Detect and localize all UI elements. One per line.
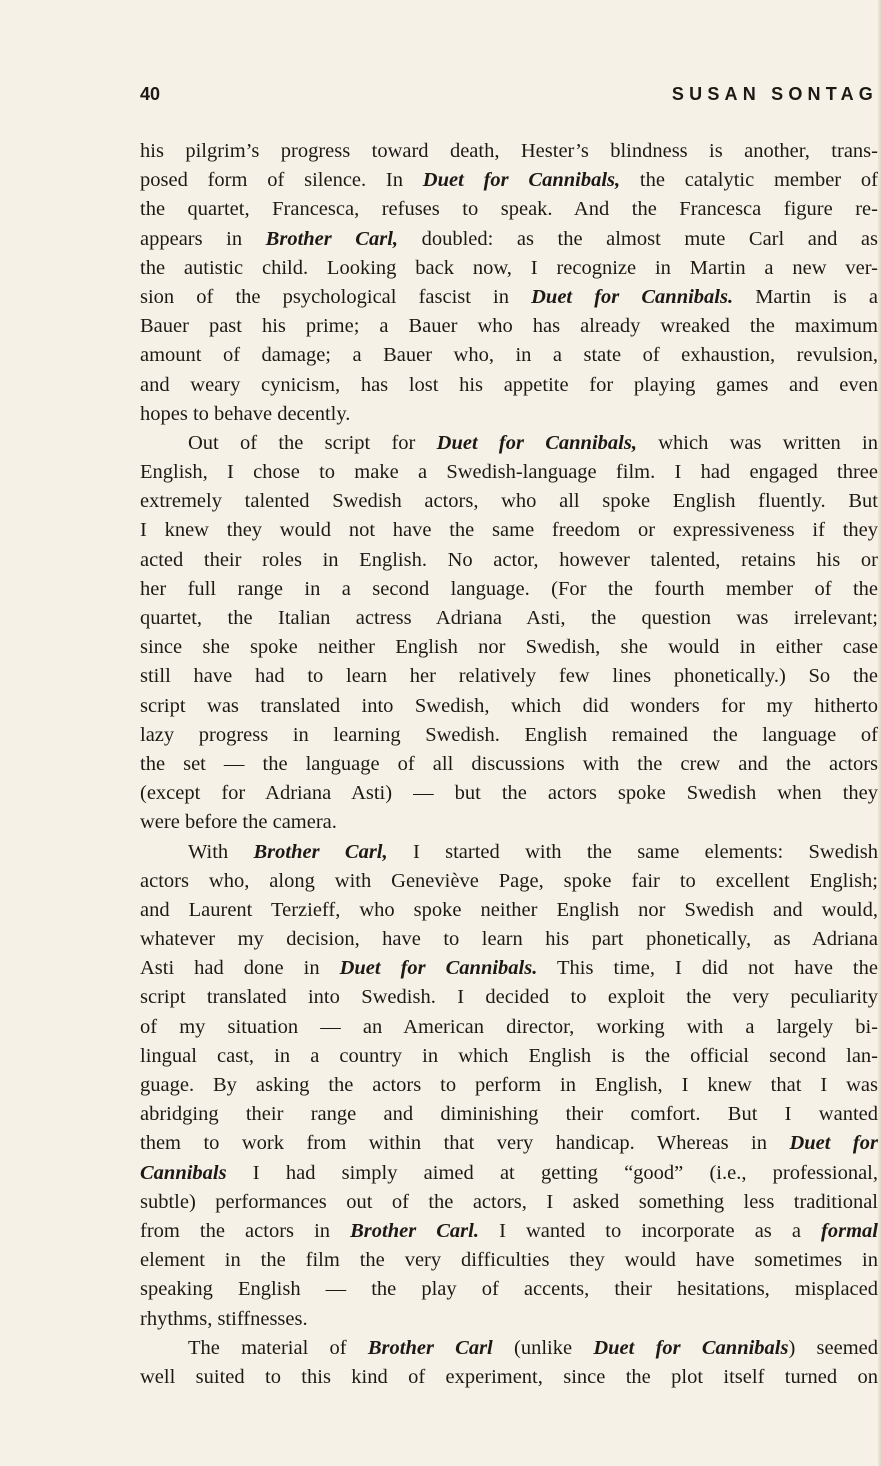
text-line: [140, 662, 878, 691]
text-line: [140, 1129, 878, 1158]
text-segment: The material of: [188, 1336, 368, 1359]
text-segment: them to work from within that very handicap. Whereas in: [140, 1132, 790, 1155]
italic-title: formal: [821, 1219, 878, 1242]
text-segment: Martin is a: [733, 285, 878, 308]
text-segment: posed form of silence. In: [140, 169, 423, 192]
text-segment: well suited to this kind of experiment, since the plot itself turned on: [140, 1365, 878, 1388]
text-segment: which was written in: [636, 431, 878, 454]
text-segment: This time, I did not have the: [537, 957, 878, 980]
text-segment: script translated into Swedish. I decided to exploit the very peculiarity: [140, 986, 878, 1009]
text-segment: and weary cynicism, has lost his appetite for playing games and even: [140, 373, 878, 396]
text-line: [140, 546, 878, 575]
text-segment: With: [188, 840, 254, 863]
text-segment: her full range in a second language. (For the fourth member of the: [140, 577, 878, 600]
text-segment: the quartet, Francesca, refuses to speak. And the Francesca figure re-: [140, 198, 878, 221]
text-line: [140, 1071, 878, 1100]
italic-title: Brother Carl.: [350, 1219, 479, 1242]
text-line: [140, 225, 878, 254]
text-line: [140, 371, 878, 400]
text-line: [140, 195, 878, 224]
italic-title: Brother Carl: [367, 1336, 493, 1359]
text-line: [140, 166, 878, 195]
text-line: [140, 1217, 878, 1246]
text-segment: I started with the same elements: Swedish: [387, 840, 879, 863]
text-line: [140, 283, 878, 312]
text-line: [140, 137, 878, 166]
text-segment: English, I chose to make a Swedish-language film. I had engaged three: [140, 461, 878, 484]
text-segment: since she spoke neither English nor Swedish, she would in either case: [140, 636, 878, 659]
text-segment: I knew they would not have the same freedom or expressiveness if they: [140, 519, 878, 542]
text-segment: whatever my decision, have to learn his part phonetically, as Adriana: [140, 928, 878, 951]
text-segment: abridging their range and diminishing their comfort. But I wanted: [140, 1103, 878, 1126]
text-segment: appears in: [140, 227, 266, 250]
text-segment: actors who, along with Geneviève Page, spoke fair to excellent English;: [140, 869, 878, 892]
text-segment: Asti had done in: [140, 957, 340, 980]
text-line: [140, 254, 878, 283]
text-segment: lazy progress in learning Swedish. English remained the language of: [140, 723, 878, 746]
text-line: [140, 983, 878, 1012]
text-line: [140, 1013, 878, 1042]
text-line: [140, 458, 878, 487]
text-segment: still have had to learn her relatively few lines phonetically.) So the: [140, 665, 878, 688]
italic-title: Duet for Cannibals,: [436, 431, 637, 454]
text-line: [140, 1100, 878, 1129]
italic-title: Brother Carl,: [265, 227, 399, 250]
text-segment: amount of damage; a Bauer who, in a state of exhaustion, revulsion,: [140, 344, 878, 367]
italic-title: Duet for Cannibals.: [339, 957, 538, 980]
text-line: [140, 808, 878, 837]
text-line: [140, 954, 878, 983]
italic-title: Duet for Cannibals: [593, 1336, 789, 1359]
text-segment: his pilgrim’s progress toward death, Hester’s blindness is another, trans-: [140, 140, 878, 162]
text-line: [140, 1275, 878, 1304]
text-line: [140, 400, 878, 429]
text-line: [140, 429, 878, 458]
text-segment: sion of the psychological fascist in: [140, 285, 532, 308]
text-line: [140, 516, 878, 545]
text-line: [140, 896, 878, 925]
italic-title: Brother Carl,: [253, 840, 388, 863]
italic-title: Duet for Cannibals,: [422, 169, 621, 192]
text-line: [140, 312, 878, 341]
text-segment: I had simply aimed at getting “good” (i.e., professional,: [226, 1161, 878, 1184]
italic-title: Duet for: [789, 1132, 878, 1155]
text-segment: were before the camera.: [140, 811, 337, 834]
text-line: [140, 721, 878, 750]
page-number: 40: [140, 84, 161, 104]
text-line: [140, 1305, 878, 1334]
text-segment: the autistic child. Looking back now, I recognize in Martin a new ver-: [140, 256, 878, 279]
text-line: [140, 779, 878, 808]
text-segment: acted their roles in English. No actor, however talented, retains his or: [140, 548, 878, 571]
text-segment: and Laurent Terzieff, who spoke neither English nor Swedish and would,: [140, 898, 878, 921]
text-line: [140, 750, 878, 779]
text-segment: hopes to behave decently.: [140, 402, 351, 425]
text-segment: doubled: as the almost mute Carl and as: [398, 227, 879, 250]
text-segment: lingual cast, in a country in which English is the official second lan-: [140, 1044, 878, 1067]
text-segment: the catalytic member of: [620, 169, 878, 192]
text-segment: subtle) performances out of the actors, I asked something less traditional: [140, 1190, 878, 1213]
page-edge-shadow: [878, 0, 882, 1466]
text-segment: element in the film the very difficulties they would have sometimes in: [140, 1249, 878, 1272]
text-line: [140, 1159, 878, 1188]
text-line: [140, 604, 878, 633]
text-line: [140, 925, 878, 954]
text-segment: guage. By asking the actors to perform in English, I knew that I was: [140, 1074, 878, 1096]
text-line: [140, 1246, 878, 1275]
text-segment: speaking English — the play of accents, their hesitations, misplaced: [140, 1278, 878, 1301]
text-segment: (unlike: [492, 1336, 594, 1359]
text-line: [140, 867, 878, 896]
text-segment: rhythms, stiffnesses.: [140, 1307, 308, 1330]
text-segment: of my situation — an American director, working with a largely bi-: [140, 1015, 878, 1038]
text-line: [140, 1042, 878, 1071]
text-segment: (except for Adriana Asti) — but the actors spoke Swedish when they: [140, 782, 878, 805]
text-segment: script was translated into Swedish, which did wonders for my hitherto: [140, 694, 878, 717]
text-line: [140, 487, 878, 516]
running-head: SUSAN SONTAG: [671, 84, 878, 104]
text-segment: Bauer past his prime; a Bauer who has already wreaked the maximum: [140, 315, 878, 338]
italic-title: Duet for Cannibals.: [531, 285, 734, 308]
text-line: [140, 633, 878, 662]
text-segment: the set — the language of all discussions with the crew and the actors: [140, 752, 878, 775]
text-segment: Out of the script for: [188, 431, 437, 454]
text-segment: I wanted to incorporate as a: [479, 1219, 822, 1242]
text-segment: from the actors in: [140, 1219, 351, 1242]
text-segment: ) seemed: [788, 1336, 879, 1359]
text-line: [140, 341, 878, 370]
text-line: [140, 1188, 878, 1217]
text-segment: extremely talented Swedish actors, who all spoke English fluently. But: [140, 490, 878, 513]
page-header: [140, 84, 880, 114]
text-line: [140, 1363, 878, 1392]
text-line: [140, 838, 878, 867]
text-segment: quartet, the Italian actress Adriana Asti, the question was irrelevant;: [140, 607, 878, 629]
text-line: [140, 1334, 878, 1363]
italic-title: Cannibals: [140, 1161, 227, 1184]
body-text: [140, 137, 878, 1392]
text-line: [140, 575, 878, 604]
text-line: [140, 692, 878, 721]
